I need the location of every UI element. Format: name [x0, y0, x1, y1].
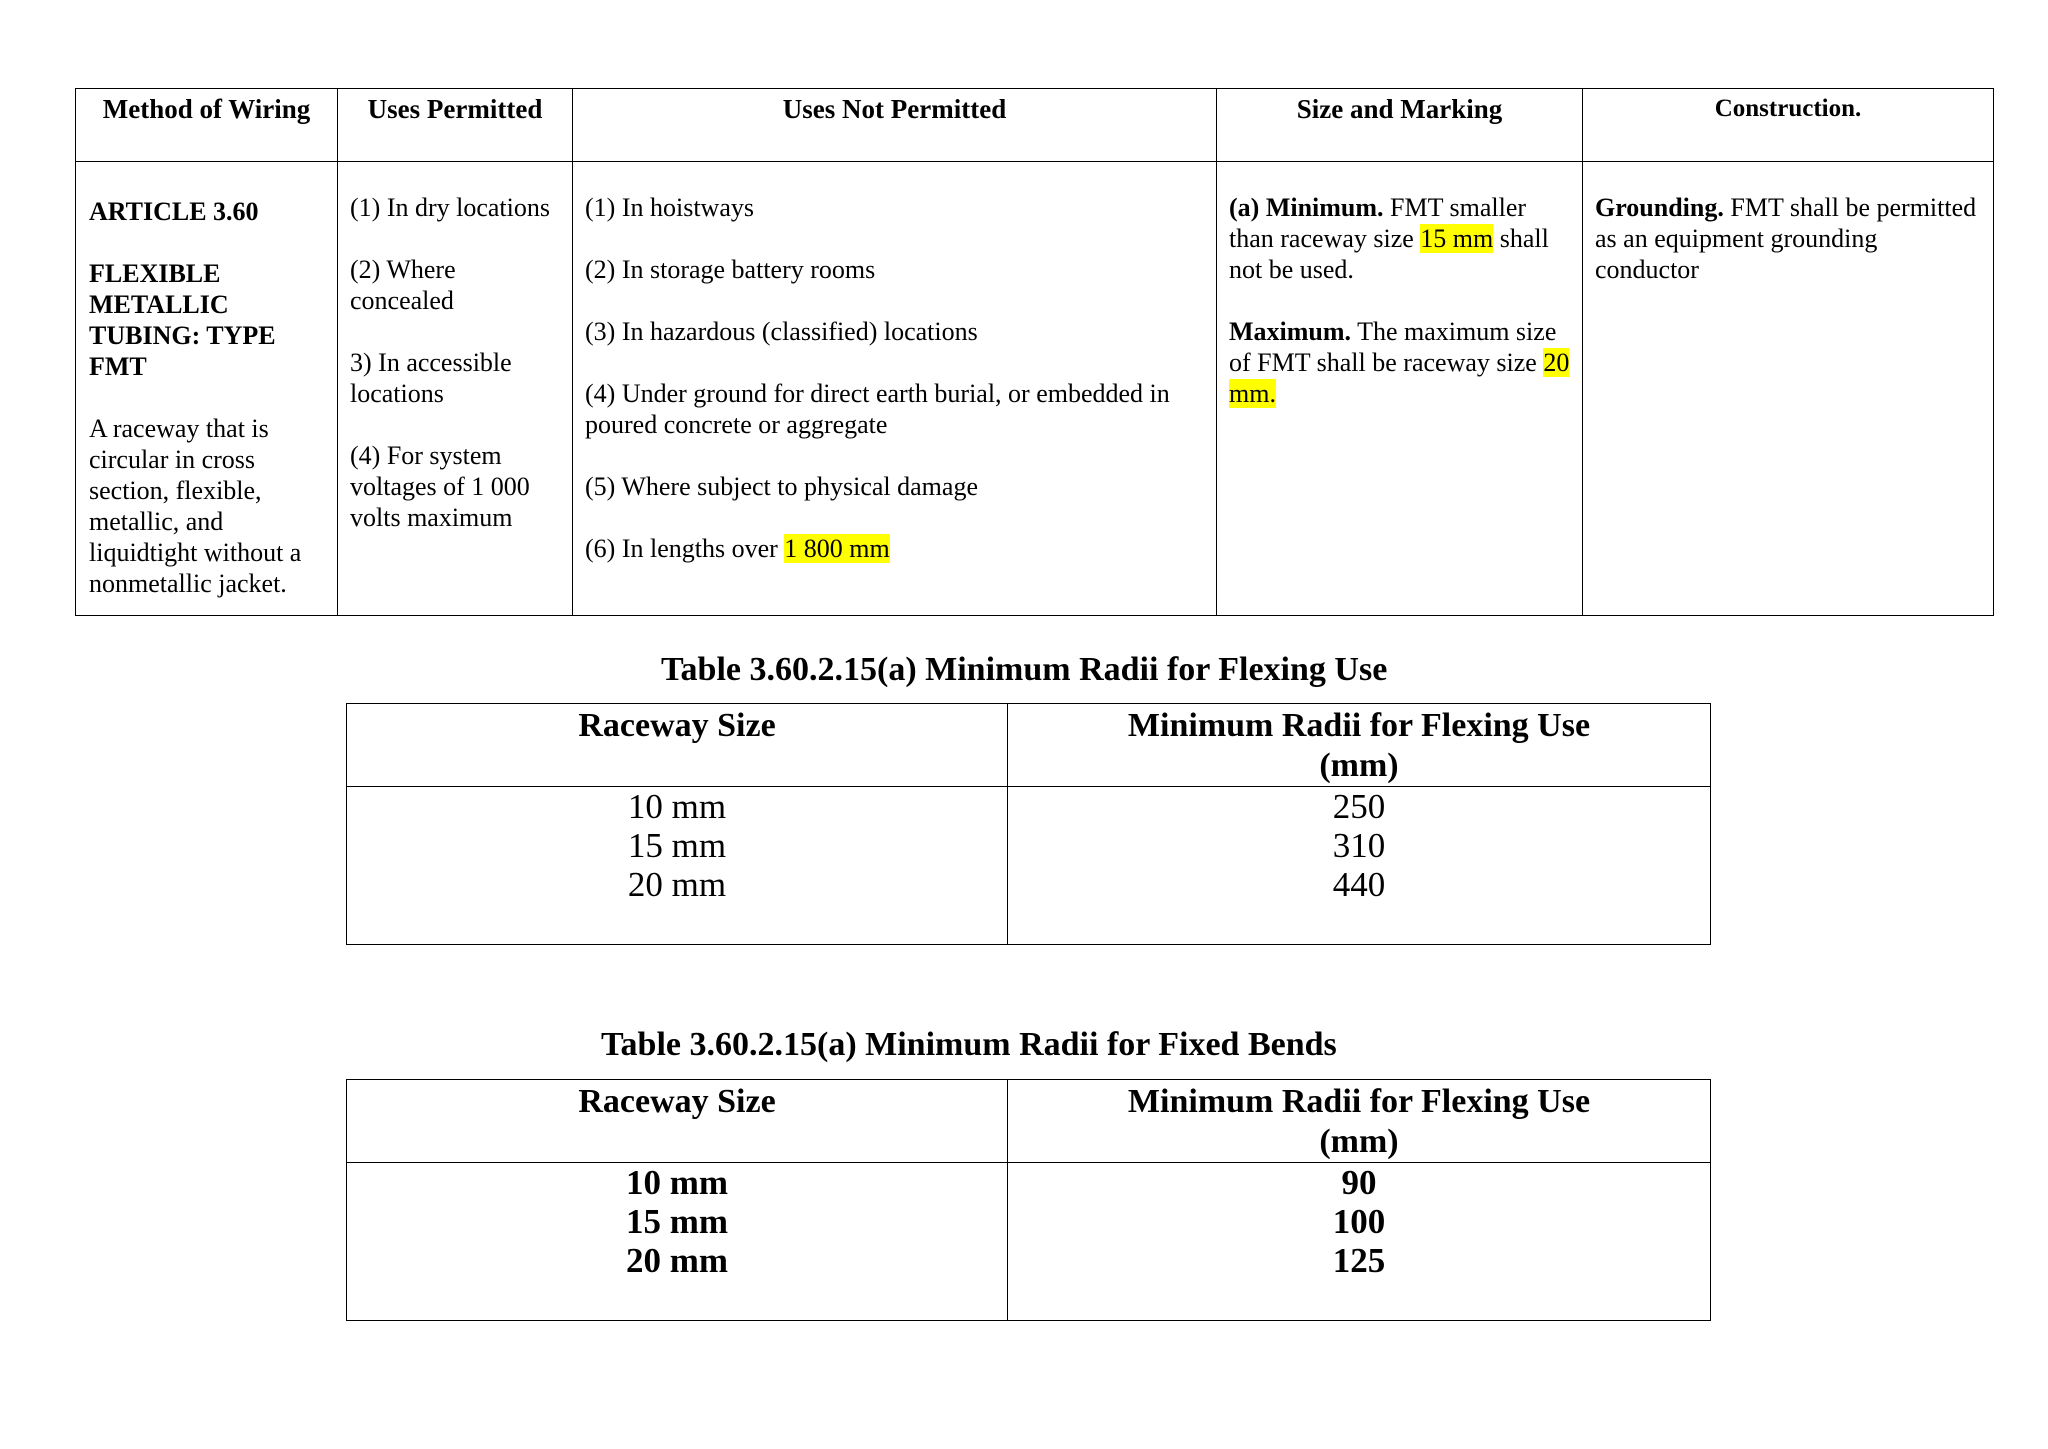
minimum-size-text: (a) Minimum. FMT smaller than raceway size 15 mm shall not be used. [1229, 193, 1549, 284]
radius-value: 125 [1332, 1241, 1386, 1280]
flexing-radii-cell [1008, 787, 1711, 945]
flexing-header-row [347, 704, 1711, 787]
radius-value: 250 [1332, 787, 1386, 826]
uses-not-permitted-item: (2) In storage battery rooms [585, 255, 876, 284]
flexing-col-min-radii: Minimum Radii for Flexing Use (mm) [1008, 704, 1711, 787]
uses-not-permitted-item: (5) Where subject to physical damage [585, 472, 978, 501]
size-value: 10 mm [627, 787, 727, 826]
uses-permitted-item: (4) For system voltages of 1 000 volts maximum [350, 441, 530, 532]
header-uses-not-permitted: Uses Not Permitted [573, 89, 1217, 162]
uses-permitted-item: (2) Where concealed [350, 255, 456, 315]
size-marking-cell [1217, 162, 1583, 616]
flexing-sizes-cell [347, 787, 1008, 945]
uses-permitted-item: 3) In accessible locations [350, 348, 512, 408]
article-name: FLEXIBLE METALLIC TUBING: TYPE FMT [89, 259, 276, 381]
uses-not-permitted-cell [573, 162, 1217, 616]
header-construction: Construction. [1583, 89, 1994, 162]
uses-permitted-cell [338, 162, 573, 616]
fixed-radii-cell [1008, 1163, 1711, 1321]
uses-not-permitted-item: (6) In lengths over 1 800 mm [585, 534, 890, 563]
uses-not-permitted-item: (3) In hazardous (classified) locations [585, 317, 978, 346]
article-description: A raceway that is circular in cross section, flexible, metallic, and liquidtight without a nonmetallic jacket. [89, 414, 302, 598]
fixed-bends-radii-table [346, 1079, 1711, 1321]
radius-value: 90 [1341, 1163, 1377, 1202]
radius-value: 440 [1332, 865, 1386, 904]
wiring-methods-table [75, 88, 1994, 616]
uses-permitted-item: (1) In dry locations [350, 193, 551, 222]
grounding-text: Grounding. FMT shall be permitted as an equipment grounding conductor [1595, 193, 1977, 284]
fixed-col-min-radii: Minimum Radii for Flexing Use (mm) [1008, 1080, 1711, 1163]
fixed-bends-table-title: Table 3.60.2.15(a) Minimum Radii for Fixed Bends [601, 1026, 1337, 1063]
fixed-header-row [347, 1080, 1711, 1163]
flexing-table-title: Table 3.60.2.15(a) Minimum Radii for Flexing Use [661, 651, 1388, 688]
header-size-and-marking: Size and Marking [1217, 89, 1583, 162]
article-number: ARTICLE 3.60 [89, 197, 259, 226]
flexing-radii-table [346, 703, 1711, 945]
uses-not-permitted-item: (1) In hoistways [585, 193, 754, 222]
method-cell [76, 162, 338, 616]
flexing-body-row [347, 787, 1711, 945]
fixed-body-row [347, 1163, 1711, 1321]
header-uses-permitted: Uses Permitted [338, 89, 573, 162]
highlight-max-size: 20 mm. [1229, 348, 1570, 408]
uses-not-permitted-item: (4) Under ground for direct earth burial, or embedded in poured concrete or aggregate [585, 379, 1170, 439]
header-row [76, 89, 1994, 162]
fixed-sizes-cell [347, 1163, 1008, 1321]
radius-value: 100 [1332, 1202, 1386, 1241]
article-row [76, 162, 1994, 616]
size-value: 20 mm [625, 1241, 729, 1280]
size-value: 20 mm [627, 865, 727, 904]
size-value: 10 mm [625, 1163, 729, 1202]
fixed-col-raceway-size: Raceway Size [347, 1080, 1008, 1163]
flexing-col-raceway-size: Raceway Size [347, 704, 1008, 787]
highlight-length: 1 800 mm [784, 534, 890, 563]
radius-value: 310 [1332, 826, 1386, 865]
highlight-min-size: 15 mm [1420, 224, 1494, 253]
size-value: 15 mm [627, 826, 727, 865]
maximum-size-text: Maximum. The maximum size of FMT shall be raceway size 20 mm. [1229, 317, 1570, 408]
construction-cell [1583, 162, 1994, 616]
size-value: 15 mm [625, 1202, 729, 1241]
header-method-of-wiring: Method of Wiring [76, 89, 338, 162]
